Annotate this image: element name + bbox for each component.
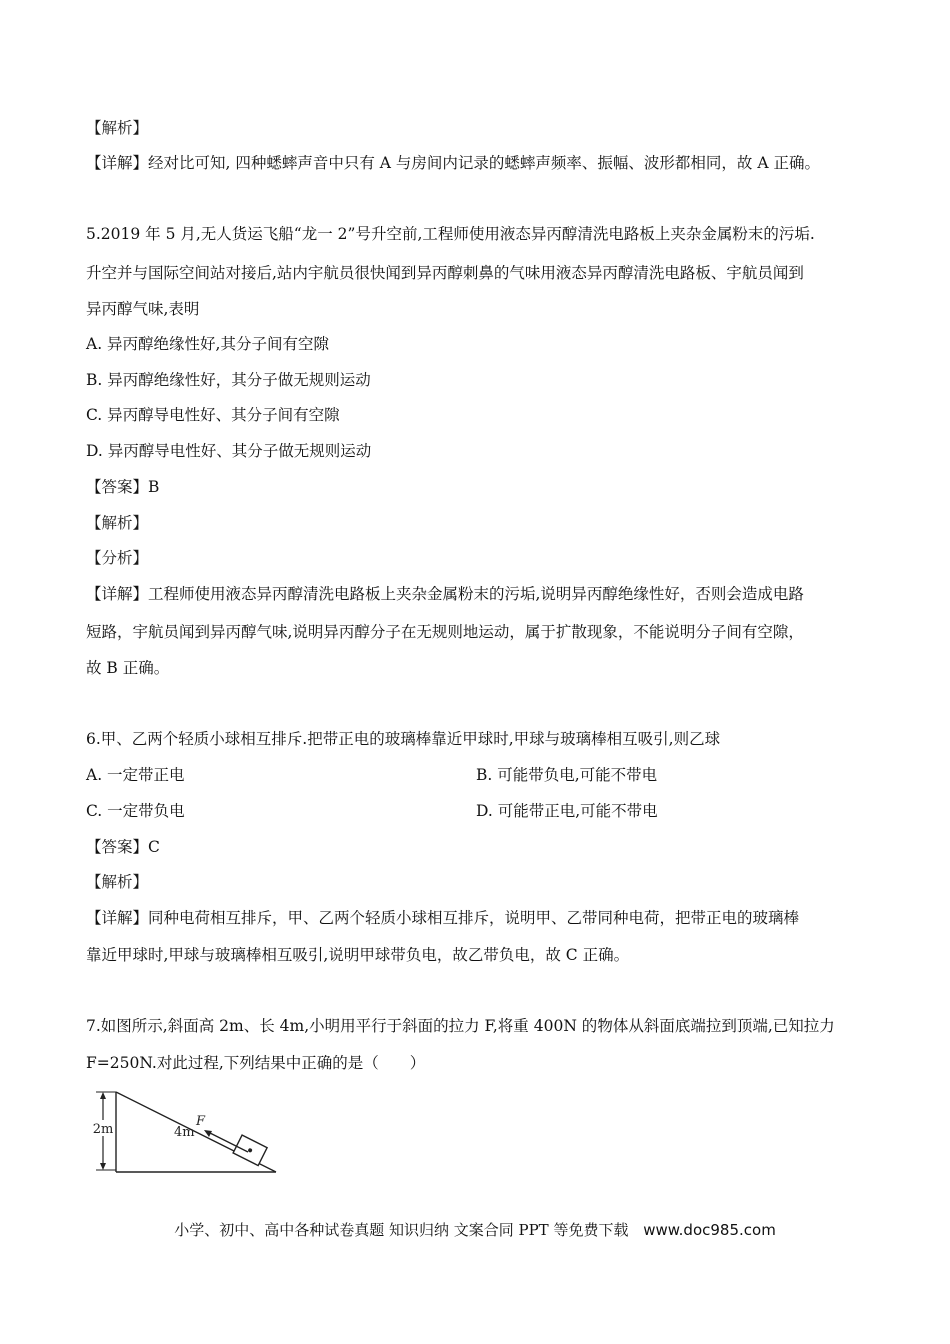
incline-figure [86, 1090, 286, 1180]
q5-option-a: A. 异丙醇绝缘性好,其分子间有空隙 [86, 335, 329, 353]
length-label: 4m [174, 1125, 195, 1140]
q5-fenxi-tag: 【分析】 [86, 549, 149, 567]
q5-option-b: B. 异丙醇绝缘性好，其分子做无规则运动 [86, 371, 371, 389]
q5-option-d: D. 异丙醇导电性好、其分子做无规则运动 [86, 442, 372, 460]
q6-option-c: C. 一定带负电 [86, 802, 185, 820]
height-arrow-bottom [100, 1163, 106, 1170]
q6-detail-line-1: 【详解】同种电荷相互排斥，甲、乙两个轻质小球相互排斥，说明甲、乙带同种电荷，把带正电的玻璃棒 [86, 909, 800, 927]
block-on-slope [233, 1135, 267, 1165]
height-arrow-top [100, 1092, 106, 1099]
q5-detail-line-3: 故 B 正确。 [86, 659, 170, 677]
q4-detail: 【详解】经对比可知, 四种蟋蟀声音中只有 A 与房间内记录的蟋蟀声频率、振幅、波形都相同，故 A 正确。 [86, 154, 820, 172]
q6-option-b: B. 可能带负电,可能不带电 [476, 766, 658, 784]
q6-option-d: D. 可能带正电,可能不带电 [476, 802, 658, 820]
q5-stem-line-3: 异丙醇气味,表明 [86, 300, 200, 318]
q6-answer: 【答案】C [86, 838, 160, 856]
page-footer [0, 1219, 950, 1241]
q5-stem-line-2: 升空并与国际空间站对接后,站内宇航员很快闻到异丙醇刺鼻的气味用液态异丙醇清洗电路板、宇航员闻到 [86, 264, 804, 282]
q5-option-c: C. 异丙醇导电性好、其分子间有空隙 [86, 406, 340, 424]
q7-stem-line-2: F=250N.对此过程,下列结果中正确的是（ ） [86, 1054, 426, 1072]
q6-analysis-tag: 【解析】 [86, 873, 149, 891]
q6-stem: 6.甲、乙两个轻质小球相互排斥.把带正电的玻璃棒靠近甲球时,甲球与玻璃棒相互吸引,则乙球 [86, 730, 721, 748]
force-label: F [196, 1114, 206, 1129]
q6-option-a: A. 一定带正电 [86, 766, 185, 784]
q5-detail-line-2: 短路，宇航员闻到异丙醇气味,说明异丙醇分子在无规则地运动，属于扩散现象，不能说明分子间有空隙， [86, 623, 804, 641]
q5-stem-line-1: 5.2019 年 5 月,无人货运飞船“龙一 2”号升空前,工程师使用液态异丙醇清洗电路板上夹杂金属粉末的污垢. [86, 225, 815, 243]
footer-url[interactable]: www.doc985.com [643, 1221, 776, 1239]
q5-detail-line-1: 【详解】工程师使用液态异丙醇清洗电路板上夹杂金属粉末的污垢,说明异丙醇绝缘性好，否则会造成电路 [86, 585, 804, 603]
q7-stem-line-1: 7.如图所示,斜面高 2m、长 4m,小明用平行于斜面的拉力 F,将重 400N 的物体从斜面底端拉到顶端,已知拉力 [86, 1017, 835, 1035]
q4-analysis-tag: 【解析】 [86, 119, 149, 137]
height-label: 2m [92, 1122, 114, 1137]
q5-answer: 【答案】B [86, 478, 160, 496]
q5-analysis-tag: 【解析】 [86, 514, 149, 532]
footer-text: 小学、初中、高中各种试卷真题 知识归纳 文案合同 PPT 等免费下载 [174, 1221, 629, 1239]
q6-detail-line-2: 靠近甲球时,甲球与玻璃棒相互吸引,说明甲球带负电，故乙带负电，故 C 正确。 [86, 946, 630, 964]
